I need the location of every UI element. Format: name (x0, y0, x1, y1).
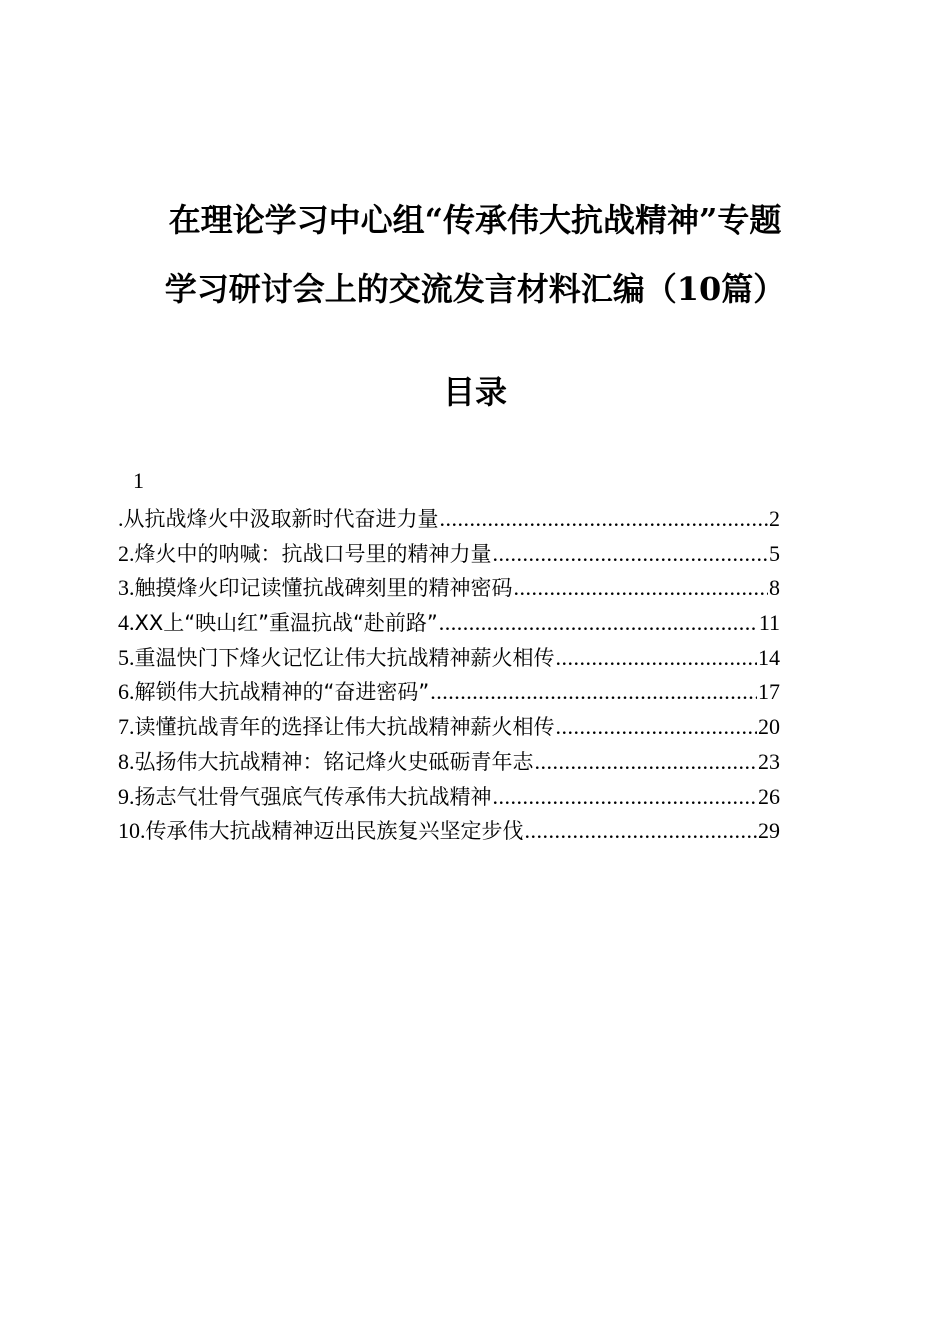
toc-entry-page: 20 (758, 714, 780, 740)
toc-entry-title: 弘扬伟大抗战精神：铭记烽火史砥砺青年志 (134, 749, 534, 774)
toc-dot-leader (439, 606, 758, 641)
toc-entry-title: XX上“映山红”重温抗战“赴前路” (134, 611, 438, 636)
toc-entry-prefix: 10. (118, 818, 146, 844)
toc-entry-7[interactable] (118, 710, 780, 745)
toc-dot-leader (430, 675, 757, 710)
toc-dot-leader (493, 780, 758, 815)
toc-entry-3[interactable] (118, 571, 780, 606)
toc-entry-title: 触摸烽火印记读懂抗战碑刻里的精神密码 (134, 576, 513, 601)
toc-entry-prefix: 9. (118, 783, 135, 809)
toc-entry-page: 29 (758, 818, 780, 844)
toc-entry-prefix: . (118, 506, 124, 531)
toc-dot-leader (535, 745, 758, 780)
toc-entry-page: 17 (758, 679, 780, 705)
toc-entry-10[interactable] (118, 814, 780, 849)
toc-entry-page: 5 (769, 540, 780, 566)
table-of-contents (118, 502, 780, 849)
toc-entry-5[interactable] (118, 641, 780, 676)
toc-entry-prefix: 4. (118, 610, 135, 636)
toc-dot-leader (525, 814, 758, 849)
toc-entry-page: 11 (758, 610, 780, 636)
toc-entry-page: 2 (769, 506, 780, 531)
toc-entry-title: 传承伟大抗战精神迈出民族复兴坚定步伐 (145, 819, 524, 844)
toc-entry-6[interactable] (118, 675, 780, 710)
toc-entry-prefix: 3. (118, 575, 135, 601)
toc-dot-leader (556, 710, 758, 745)
toc-dot-leader (493, 537, 769, 572)
toc-entry-9[interactable] (118, 780, 780, 815)
toc-entry-title: 重温快门下烽火记忆让伟大抗战精神薪火相传 (134, 645, 555, 670)
toc-entry-8[interactable] (118, 745, 780, 780)
toc-dot-leader (440, 502, 769, 537)
toc-entry-page: 26 (758, 783, 780, 809)
toc-dot-leader (514, 571, 769, 606)
toc-entry-prefix: 6. (118, 679, 135, 705)
document-title-line-1: 在理论学习中心组“传承伟大抗战精神”专题 (168, 201, 782, 239)
toc-entry-title: 烽火中的呐喊：抗战口号里的精神力量 (134, 541, 492, 566)
toc-entry-1[interactable] (118, 502, 780, 537)
toc-first-number: 1 (133, 468, 144, 493)
toc-heading: 目录 (442, 373, 507, 411)
toc-entry-title: 从抗战烽火中汲取新时代奋进力量 (123, 507, 439, 531)
toc-entry-title: 读懂抗战青年的选择让伟大抗战精神薪火相传 (134, 715, 555, 740)
toc-entry-2[interactable] (118, 537, 780, 572)
toc-entry-page: 14 (758, 644, 780, 670)
document-title-line-2: 学习研讨会上的交流发言材料汇编（10篇） (164, 270, 786, 308)
toc-entry-page: 8 (769, 575, 780, 601)
toc-entry-prefix: 7. (118, 714, 135, 740)
toc-entry-prefix: 5. (118, 644, 135, 670)
toc-entry-prefix: 8. (118, 748, 135, 774)
toc-entry-page: 23 (758, 748, 780, 774)
toc-dot-leader (556, 641, 758, 676)
toc-entry-prefix: 2. (118, 540, 135, 566)
toc-entry-4[interactable] (118, 606, 780, 641)
toc-entry-title: 扬志气壮骨气强底气传承伟大抗战精神 (134, 784, 492, 809)
toc-entry-title: 解锁伟大抗战精神的“奋进密码” (134, 680, 430, 705)
